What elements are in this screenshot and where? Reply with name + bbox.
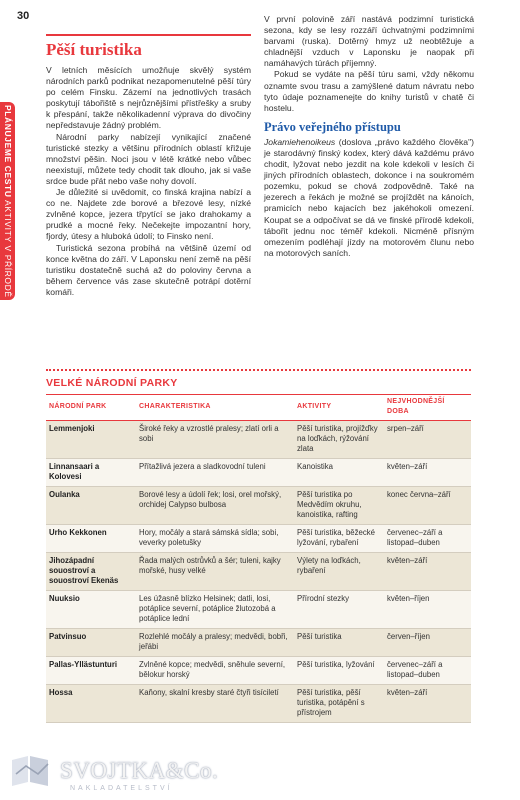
publisher-logo xyxy=(8,752,219,796)
logo-mark-icon xyxy=(8,752,54,792)
activities-cell: Pěší turistika, lyžování xyxy=(294,657,384,685)
section-side-label xyxy=(2,102,14,300)
table-row xyxy=(46,421,471,459)
logo-wordmark: SVOJTKA&Co. xyxy=(60,758,219,783)
rights-paragraph xyxy=(264,137,474,259)
table-row xyxy=(46,685,471,723)
characteristics-cell: Přítažlivá jezera a sladkovodní tuleni xyxy=(136,459,294,487)
table-row xyxy=(46,525,471,553)
rights-term: Jokamiehenoikeus xyxy=(264,136,336,147)
best-time-cell: červen–říjen xyxy=(384,629,471,657)
national-parks-table-box xyxy=(46,369,471,723)
table-row xyxy=(46,487,471,525)
column-header: CHARAKTERISTIKA xyxy=(136,395,294,421)
best-time-cell: červenec–září a listopad–duben xyxy=(384,657,471,685)
table-row xyxy=(46,657,471,685)
side-label-rest: AKTIVITY V PŘÍRODĚ xyxy=(3,197,13,298)
park-name-cell: Nuuksio xyxy=(46,591,136,629)
paragraph: Turistická sezona probíhá na většině území od konce května do září. V Laponsku není země na pěší turistiku dostatečně suchá až do poloviny června a během července vás zase skutečně potrápí dotěrní komáři. xyxy=(46,242,251,297)
best-time-cell: květen–říjen xyxy=(384,591,471,629)
park-name-cell: Lemmenjoki xyxy=(46,421,136,459)
characteristics-cell: Kaňony, skalní kresby staré čtyři tisíciletí xyxy=(136,685,294,723)
logo-tagline: NAKLADATELSTVÍ xyxy=(70,785,173,792)
best-time-cell: květen–září xyxy=(384,553,471,591)
best-time-cell: červenec–září a listopad–duben xyxy=(384,525,471,553)
table-title: VELKÉ NÁRODNÍ PARKY xyxy=(46,377,178,389)
section-title-public-access: Právo veřejného přístupu xyxy=(264,119,401,134)
activities-cell: Pěší turistika po Medvědím okruhu, kanoistika, rafting xyxy=(294,487,384,525)
page-number: 30 xyxy=(17,10,30,22)
best-time-cell: květen–září xyxy=(384,685,471,723)
table-row xyxy=(46,553,471,591)
park-name-cell: Patvinsuo xyxy=(46,629,136,657)
column-header: NÁRODNÍ PARK xyxy=(46,395,136,421)
table-row xyxy=(46,591,471,629)
paragraph: Je důležité si uvědomit, co finská krajina nabízí a co ne. Najdete zde borové a březové lesy, nízké zvlněné kopce, jezera třpytící se jako drahokamy a prudké a mocné řeky. Nečekejte impozantní hory, fjordy, útesy a hluboká údolí; to Finsko není. xyxy=(46,187,251,242)
best-time-cell: konec června–září xyxy=(384,487,471,525)
activities-cell: Pěší turistika, běžecké lyžování, rybaření xyxy=(294,525,384,553)
table-row xyxy=(46,459,471,487)
activities-cell: Přírodní stezky xyxy=(294,591,384,629)
characteristics-cell: Rozlehlé močály a pralesy; medvědi, bobři, jeřábi xyxy=(136,629,294,657)
park-name-cell: Pallas-Yllästunturi xyxy=(46,657,136,685)
activities-cell: Pěší turistika xyxy=(294,629,384,657)
park-name-cell: Jihozápadní souostroví a souostroví Ekenäs xyxy=(46,553,136,591)
table-header-row xyxy=(46,395,471,421)
characteristics-cell: Řada malých ostrůvků a šér; tuleni, kajky mořské, husy velké xyxy=(136,553,294,591)
park-name-cell: Hossa xyxy=(46,685,136,723)
characteristics-cell: Borové lesy a údolí řek; losi, orel mořský, orchidej Calypso bulbosa xyxy=(136,487,294,525)
best-time-cell: srpen–září xyxy=(384,421,471,459)
column-header: NEJVHODNĚJŠÍ DOBA xyxy=(384,395,471,421)
characteristics-cell: Les úžasně blízko Helsinek; datli, losi, potáplice severní, potáplice žlutozobá a potáplice lední xyxy=(136,591,294,629)
table-row xyxy=(46,629,471,657)
rights-text: (doslova „právo každého člověka") je starodávný finský kodex, který dává každému právo chodit, lyžovat nebo jezdit na kole kdekoli v lesích či jiných přírodních oblastech, dokonce i na soukromém pozemku, pokud se chová zodpovědně. Také na jezerech a řekách je možné se projíždět na kánoích, pramicích nebo kajacích bez jakéhokoli omezení. Koupat se a odpočívat se dá ve finské přírodě kdekoli, tábořit jednu noc téměř kdekoli. Nicméně přísným omezením podléhají jízdy na motorovém člunu nebo na motorových saních. xyxy=(264,136,474,258)
right-column xyxy=(264,14,474,259)
column-header: AKTIVITY xyxy=(294,395,384,421)
paragraph: Národní parky nabízejí vynikající značené turistické stezky a většinu přírodních oblastí křižuje množství pěšin. Noci jsou v létě krátké nebo vůbec neexistují, můžete tedy chodit tak dlouho, jak si vaše srdce bude přát nebo vaše nohy dovolí. xyxy=(46,131,251,186)
national-parks-table xyxy=(46,394,471,723)
activities-cell: Pěší turistika, pěší turistika, potápění s přístrojem xyxy=(294,685,384,723)
table-divider xyxy=(46,369,471,371)
left-column xyxy=(46,34,251,298)
activities-cell: Kanoistika xyxy=(294,459,384,487)
characteristics-cell: Široké řeky a vzrostlé pralesy; zlatí orli a sobi xyxy=(136,421,294,459)
characteristics-cell: Hory, močály a stará sámská sídla; sobi, veverky poletušky xyxy=(136,525,294,553)
characteristics-cell: Zvlněné kopce; medvědi, sněhule severní, bělokur horský xyxy=(136,657,294,685)
best-time-cell: květen–září xyxy=(384,459,471,487)
park-name-cell: Urho Kekkonen xyxy=(46,525,136,553)
section-title-hiking: Pěší turistika xyxy=(46,40,142,59)
paragraph: V letních měsících umožňuje skvělý systém národních parků podnikat nezapomenutelné pěší túry po celém Finsku. Zázemí na jednotlivých trasách poskytují tábořiště s nejrůznějšími přístřešky a sruby k přespání, takže několikadenní výprava do divočiny nepředstavuje žádný problém. xyxy=(46,65,251,131)
paragraph: Pokud se vydáte na pěší túru sami, vždy někomu oznamte svou trasu a zamýšlené datum návratu nebo tyto údaje poznamenejte do knihy turistů v chatě či hostelu. xyxy=(264,69,474,113)
park-name-cell: Linnansaari a Kolovesi xyxy=(46,459,136,487)
activities-cell: Výlety na loďkách, rybaření xyxy=(294,553,384,591)
activities-cell: Pěší turistika, projížďky na loďkách, rýžování zlata xyxy=(294,421,384,459)
heading-rule xyxy=(46,34,251,36)
park-name-cell: Oulanka xyxy=(46,487,136,525)
paragraph: V první polovině září nastává podzimní turistická sezona, kdy se lesy rozzáří úchvatnými podzimními barvami (ruska). Dotěrný hmyz už neobtěžuje a chladnější vzduch v Laponsku je naopak při namáhavých túrách příjemný. xyxy=(264,14,474,69)
side-label-bold: PLÁNUJEME CESTU xyxy=(3,104,13,198)
